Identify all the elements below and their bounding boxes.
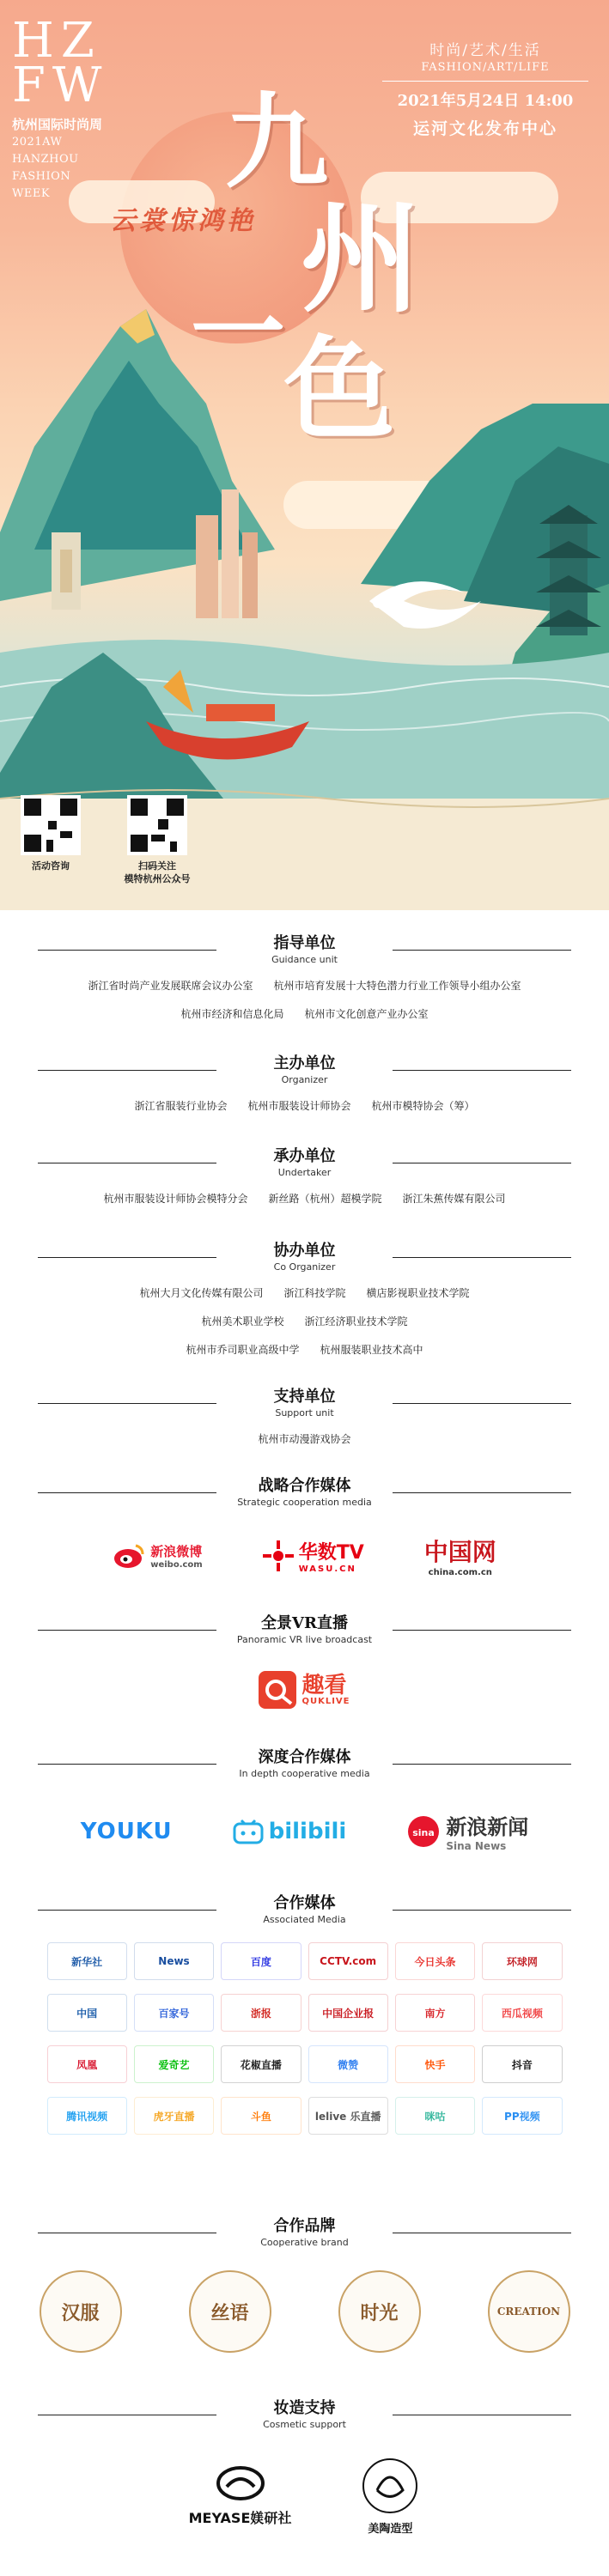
org-name: 浙江省时尚产业发展联席会议办公室 (88, 980, 253, 992)
section-strategic-media (0, 1477, 609, 1577)
section-subtitle: Strategic cooperation media (237, 1497, 372, 1508)
section-organizer (0, 1054, 609, 1121)
section-guidance (0, 934, 609, 1029)
weibo-logo[interactable] (113, 1542, 203, 1570)
media-name: 环球网 (506, 1955, 538, 1968)
media-name: 百度 (250, 1955, 271, 1968)
media-name: 斗鱼 (250, 2110, 271, 2123)
hzfw-logo (12, 13, 115, 202)
rule-right (393, 1764, 571, 1765)
section-subtitle: Undertaker (277, 1167, 332, 1178)
rule-right (393, 1910, 571, 1911)
qr-follow[interactable] (110, 795, 204, 885)
org-name: 杭州市动漫游戏协会 (258, 1433, 351, 1445)
section-header (0, 1388, 609, 1425)
bilibili-logo[interactable] (233, 1819, 347, 1844)
section-vr-live (0, 1614, 609, 1709)
section-title: 支持单位 (273, 1388, 336, 1406)
cosmetic-row (0, 2456, 609, 2536)
section-cosmetic-support (0, 2399, 609, 2536)
logo-row (0, 1810, 609, 1852)
slogan: 云裳惊鸿艳 (110, 206, 256, 236)
media-name: 百家号 (158, 2007, 190, 2020)
qr-follow-caption: 扫码关注 模特杭州公众号 (124, 860, 191, 884)
logo-name: YOUKU (80, 1818, 173, 1844)
media-name: News (158, 1955, 190, 1967)
media-name: PP视频 (504, 2110, 540, 2123)
logo-sub: WASU.CN (298, 1564, 356, 1574)
meitao-logo[interactable] (360, 2456, 420, 2536)
media-name: 浙报 (250, 2007, 271, 2020)
brand-name: 丝语 (210, 2301, 249, 2324)
qr-code-icon (21, 795, 81, 855)
org-name: 杭州服装职业技术高中 (320, 1344, 423, 1356)
media-logo[interactable] (482, 2097, 562, 2135)
logo-name: 趣看 (301, 1672, 347, 1698)
media-name: 花椒直播 (240, 2058, 282, 2071)
media-name: CCTV.com (320, 1955, 377, 1967)
media-name: 快手 (424, 2058, 446, 2071)
rule-left (38, 1630, 216, 1631)
logo-letters: HZ FW (12, 13, 109, 113)
media-logo[interactable] (221, 2045, 301, 2083)
section-subtitle: Co Organizer (273, 1261, 336, 1273)
section-depth-media (0, 1748, 609, 1852)
section-title: 指导单位 (273, 934, 336, 952)
rule-left (38, 1764, 216, 1765)
media-name: 抖音 (511, 2058, 533, 2071)
logo-en-1: 2021AW (12, 136, 63, 149)
title-char-4: 色 (283, 324, 396, 455)
section-header (0, 1748, 609, 1786)
section-subtitle: Guidance unit (271, 954, 338, 965)
media-logo[interactable] (134, 1942, 214, 1980)
title-char-2: 州 (301, 189, 422, 330)
section-header (0, 934, 609, 972)
org-name: 浙江省服装行业协会 (134, 1100, 228, 1112)
media-logo[interactable] (134, 2097, 214, 2135)
section-header (0, 2399, 609, 2437)
media-name: 中国企业报 (322, 2007, 375, 2020)
section-title: 战略合作媒体 (258, 1477, 351, 1495)
section-title: 全景VR直播 (261, 1614, 348, 1632)
org-name: 浙江朱蕉传媒有限公司 (402, 1193, 506, 1205)
org-name: 杭州市乔司职业高级中学 (186, 1344, 300, 1356)
media-logo[interactable] (308, 2045, 388, 2083)
rule-right (393, 950, 571, 951)
logo-en-2: HANZHOU (12, 153, 79, 166)
wasu-icon (263, 1540, 294, 1571)
media-logo[interactable] (221, 1942, 301, 1980)
section-subtitle: Organizer (281, 1074, 328, 1085)
event-info (374, 38, 597, 139)
org-name: 杭州市文化创意产业办公室 (304, 1008, 429, 1020)
media-name: 今日头条 (414, 1955, 456, 1968)
org-name: 杭州大月文化传媒有限公司 (139, 1287, 264, 1299)
logo-name: 华数TV (298, 1541, 364, 1564)
brand-name: 时光 (360, 2301, 399, 2324)
section-title: 深度合作媒体 (258, 1748, 351, 1766)
logo-name: bilibili (268, 1818, 347, 1844)
media-name: 南方 (424, 2007, 446, 2020)
media-logo[interactable] (482, 2045, 562, 2083)
logo-name: 美陶造型 (368, 2523, 413, 2536)
event-tags: 时尚/艺术/生活 (429, 42, 541, 59)
logo-name: 中国网 (423, 1538, 496, 1566)
section-support (0, 1388, 609, 1454)
rule-left (38, 1070, 216, 1071)
media-name: 凤凰 (76, 2058, 98, 2071)
brand-logo[interactable] (189, 2270, 271, 2353)
meyase-logo[interactable] (189, 2464, 292, 2527)
media-logo[interactable] (134, 1994, 214, 2032)
media-logo[interactable] (308, 1994, 388, 2032)
event-venue: 运河文化发布中心 (412, 119, 557, 138)
section-title: 主办单位 (273, 1054, 336, 1072)
title-char-3: 一 (191, 277, 285, 388)
rule-right (393, 1257, 571, 1258)
sina-icon (406, 1814, 441, 1849)
section-header (0, 1054, 609, 1092)
logo-row (0, 1671, 609, 1709)
media-logo[interactable] (308, 2097, 388, 2135)
logo-sub: weibo.com (150, 1559, 203, 1570)
org-name: 杭州市服装设计师协会模特分会 (103, 1193, 248, 1205)
section-title: 合作品牌 (273, 2217, 336, 2235)
media-name: 中国 (76, 2007, 98, 2020)
media-logo[interactable] (395, 2097, 475, 2135)
media-name: 西瓜视频 (501, 2007, 543, 2020)
section-coorganizer (0, 1242, 609, 1364)
event-tags-en: FASHION/ART/LIFE (421, 61, 550, 74)
media-name: 微赞 (338, 2058, 359, 2071)
chinanet-logo[interactable] (424, 1534, 496, 1577)
org-name: 浙江经济职业技术学院 (304, 1315, 408, 1327)
section-header (0, 1477, 609, 1515)
logo-en-4: WEEK (12, 187, 51, 200)
media-logo[interactable] (221, 1994, 301, 2032)
section-header (0, 1894, 609, 1932)
logo-row (0, 1534, 609, 1577)
media-logo[interactable] (308, 1942, 388, 1980)
rule-left (38, 1910, 216, 1911)
section-cooperative-brand (0, 2217, 609, 2353)
media-logo[interactable] (395, 1942, 475, 1980)
org-name: 横店影视职业技术学院 (366, 1287, 470, 1299)
media-grid (47, 1942, 563, 2135)
wasu-logo[interactable] (263, 1538, 364, 1574)
org-name: 杭州美术职业学校 (201, 1315, 284, 1327)
section-title: 妆造支持 (273, 2399, 336, 2417)
rule-right (393, 1070, 571, 1071)
qukan-icon (259, 1671, 296, 1709)
brand-logo[interactable] (40, 2270, 122, 2353)
media-logo[interactable] (134, 2045, 214, 2083)
qr-consult-caption: 活动咨询 (32, 860, 70, 872)
media-logo[interactable] (47, 2045, 127, 2083)
sina-news-logo[interactable] (406, 1810, 528, 1852)
hero-poster (0, 0, 609, 910)
section-associated-media (0, 1894, 609, 2135)
logo-name: 新浪新闻 (446, 1815, 529, 1839)
media-name: 腾讯视频 (66, 2110, 108, 2123)
brand-logo[interactable] (488, 2270, 570, 2353)
media-logo[interactable] (221, 2097, 301, 2135)
org-name: 杭州市经济和信息化局 (180, 1008, 284, 1020)
org-list (0, 1425, 609, 1454)
brand-row (0, 2270, 609, 2353)
media-logo[interactable] (482, 1994, 562, 2032)
youku-logo[interactable] (81, 1819, 173, 1844)
logo-cn: 杭州国际时尚周 (12, 117, 103, 132)
logo-sub: QUKLIVE (301, 1696, 350, 1706)
brand-logo[interactable] (338, 2270, 421, 2353)
org-name: 杭州市培育发展十大特色潜力行业工作领导小组办公室 (273, 980, 521, 992)
brand-name: CREATION (496, 2306, 561, 2318)
media-logo[interactable] (47, 1942, 127, 1980)
section-header (0, 1147, 609, 1185)
section-undertaker (0, 1147, 609, 1213)
rule-left (38, 1492, 216, 1493)
org-name: 杭州市模特协会（筹） (371, 1100, 475, 1112)
brand-name: 汉服 (61, 2301, 100, 2324)
org-list (0, 1092, 609, 1121)
rule-right (393, 1403, 571, 1404)
title-char-1: 九 (225, 82, 328, 203)
media-name: lelive 乐直播 (314, 2110, 381, 2123)
qr-consult[interactable] (17, 795, 84, 872)
section-header (0, 1614, 609, 1652)
org-name: 浙江科技学院 (283, 1287, 346, 1299)
media-name: 新华社 (71, 1955, 103, 1968)
org-list (0, 972, 609, 1029)
qr-code-icon (127, 795, 187, 855)
meitao-icon (360, 2456, 420, 2516)
section-title: 协办单位 (273, 1242, 336, 1260)
logo-name: MEYASE媄研社 (188, 2510, 292, 2526)
org-name: 杭州市服装设计师协会 (247, 1100, 351, 1112)
section-subtitle: Associated Media (263, 1914, 346, 1925)
media-logo[interactable] (47, 2097, 127, 2135)
org-list (0, 1185, 609, 1213)
rule-right (393, 1492, 571, 1493)
section-title: 合作媒体 (273, 1894, 336, 1912)
media-logo[interactable] (482, 1942, 562, 1980)
section-header (0, 2217, 609, 2255)
section-subtitle: Panoramic VR live broadcast (236, 1634, 373, 1645)
org-name: 新丝路（杭州）超模学院 (268, 1193, 382, 1205)
rule-left (38, 1403, 216, 1404)
rule-right (393, 1630, 571, 1631)
weibo-icon (113, 1542, 145, 1570)
section-subtitle: Support unit (275, 1407, 334, 1419)
bilibili-icon (233, 1819, 264, 1844)
rule-left (38, 1257, 216, 1258)
section-subtitle: Cooperative brand (260, 2237, 349, 2248)
media-name: 爱奇艺 (158, 2058, 190, 2071)
logo-en-3: FASHION (12, 170, 71, 183)
logo-sub: china.com.cn (428, 1568, 492, 1577)
section-title: 承办单位 (273, 1147, 336, 1165)
section-subtitle: Cosmetic support (263, 2419, 346, 2430)
rule-left (38, 950, 216, 951)
media-name: 虎牙直播 (153, 2110, 195, 2123)
divider (382, 81, 588, 82)
qukan-logo[interactable] (259, 1671, 350, 1709)
svg-text:sina: sina (412, 1826, 435, 1838)
media-logo[interactable] (395, 1994, 475, 2032)
meyase-icon (215, 2464, 266, 2502)
org-list (0, 1279, 609, 1364)
section-subtitle: In depth cooperative media (239, 1768, 370, 1779)
logo-name: 新浪微博 (150, 1543, 203, 1559)
section-header (0, 1242, 609, 1279)
event-date: 2021年5月24日 14:00 (397, 92, 574, 110)
media-logo[interactable] (395, 2045, 475, 2083)
media-logo[interactable] (47, 1994, 127, 2032)
logo-sub: Sina News (446, 1840, 507, 1852)
media-name: 咪咕 (424, 2110, 446, 2123)
